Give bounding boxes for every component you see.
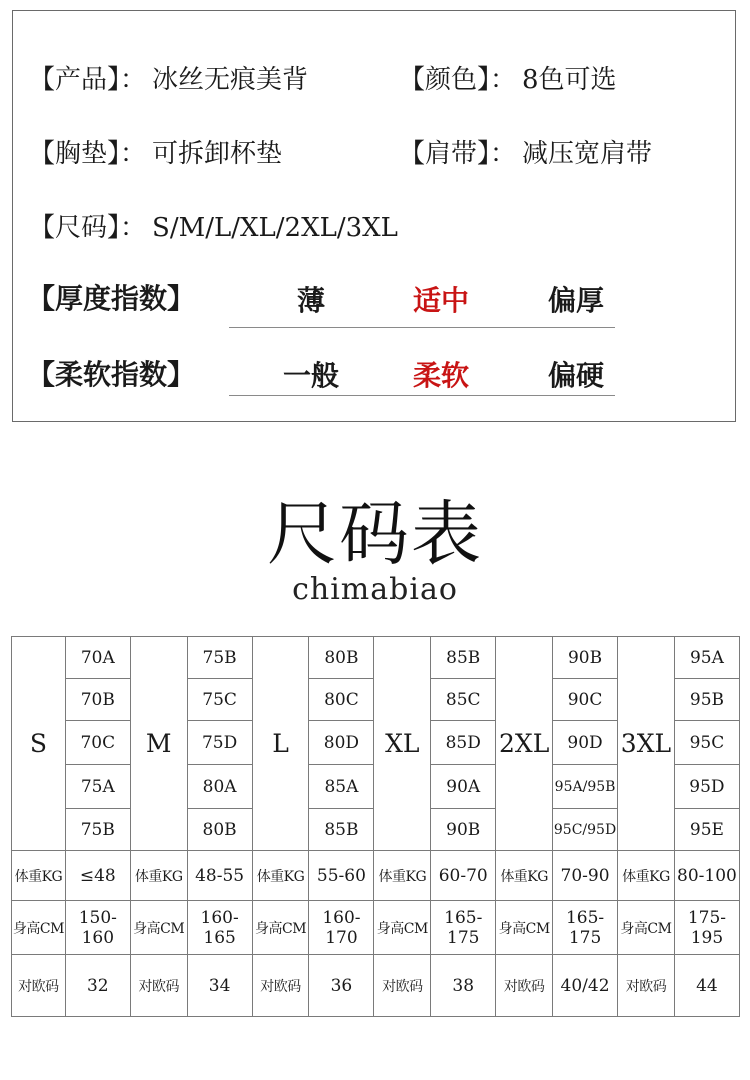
cup-cell: 80C: [309, 679, 374, 721]
height-label-cell: 身高CM: [252, 901, 309, 955]
eu-value-cell: 40/42: [553, 955, 618, 1017]
cup-cell: 80A: [187, 765, 252, 809]
size-label: 【尺码】：: [29, 213, 147, 243]
weight-label-cell: 体重KG: [252, 851, 309, 901]
cup-cell: 75D: [187, 721, 252, 765]
thickness-label: 【厚度指数】: [27, 282, 196, 315]
strap-value: 减压宽肩带: [522, 139, 653, 169]
color-value: 8色可选: [522, 65, 617, 95]
height-label-cell: 身高CM: [130, 901, 187, 955]
cup-cell: 75C: [187, 679, 252, 721]
size-row: [29, 207, 398, 244]
weight-label-cell: 体重KG: [12, 851, 66, 901]
cup-cell: 95A: [674, 637, 739, 679]
product-value: 冰丝无痕美背: [152, 65, 309, 95]
eu-value-cell: 38: [431, 955, 496, 1017]
height-label-cell: 身高CM: [374, 901, 431, 955]
weight-value-cell: ≤48: [65, 851, 130, 901]
cup-cell: 95A/95B: [553, 765, 618, 809]
cup-cell: 75B: [65, 809, 130, 851]
product-row: [29, 59, 308, 96]
cup-cell: 95C/95D: [553, 809, 618, 851]
weight-value-cell: 70-90: [553, 851, 618, 901]
size-name-cell: 3XL: [618, 637, 675, 851]
softness-divider: [229, 395, 615, 396]
thickness-option-thin: 薄: [296, 284, 325, 317]
weight-value-cell: 60-70: [431, 851, 496, 901]
cup-cell: 80B: [187, 809, 252, 851]
height-row: [12, 901, 740, 955]
page-title: 尺码表: [267, 493, 483, 575]
cup-cell: 85B: [309, 809, 374, 851]
cup-cell: 90B: [431, 809, 496, 851]
weight-value-cell: 55-60: [309, 851, 374, 901]
weight-label-cell: 体重KG: [618, 851, 675, 901]
thickness-divider: [229, 327, 615, 328]
height-value-cell: 150-160: [65, 901, 130, 955]
size-name-cell: M: [130, 637, 187, 851]
cup-cell: 85C: [431, 679, 496, 721]
cup-cell: 80B: [309, 637, 374, 679]
eu-size-row: [12, 955, 740, 1017]
cup-cell: 85A: [309, 765, 374, 809]
height-value-cell: 165-175: [553, 901, 618, 955]
size-name-cell: L: [252, 637, 309, 851]
height-label-cell: 身高CM: [618, 901, 675, 955]
cup-cell: 75A: [65, 765, 130, 809]
weight-row: [12, 851, 740, 901]
height-value-cell: 175-195: [674, 901, 739, 955]
softness-option-normal: 一般: [282, 359, 339, 392]
eu-label-cell: 对欧码: [252, 955, 309, 1017]
color-label: 【颜色】：: [399, 65, 517, 95]
eu-value-cell: 32: [65, 955, 130, 1017]
height-value-cell: 165-175: [431, 901, 496, 955]
page-subtitle: chimabiao: [292, 572, 458, 607]
cup-cell: 95B: [674, 679, 739, 721]
eu-value-cell: 34: [187, 955, 252, 1017]
cup-cell: 80D: [309, 721, 374, 765]
cup-cell: 90C: [553, 679, 618, 721]
cup-cell: 95C: [674, 721, 739, 765]
height-value-cell: 160-165: [187, 901, 252, 955]
cup-cell: 95D: [674, 765, 739, 809]
weight-label-cell: 体重KG: [496, 851, 553, 901]
pad-label: 【胸垫】：: [29, 139, 147, 169]
eu-label-cell: 对欧码: [12, 955, 66, 1017]
strap-label: 【肩带】：: [399, 139, 517, 169]
cup-cell: 95E: [674, 809, 739, 851]
thickness-option-medium: 适中: [412, 284, 469, 317]
eu-label-cell: 对欧码: [496, 955, 553, 1017]
eu-label-cell: 对欧码: [618, 955, 675, 1017]
height-value-cell: 160-170: [309, 901, 374, 955]
size-chart-table: [11, 636, 740, 1017]
weight-label-cell: 体重KG: [130, 851, 187, 901]
cup-cell: 90B: [553, 637, 618, 679]
softness-option-firm: 偏硬: [547, 359, 604, 392]
softness-option-soft: 柔软: [412, 359, 469, 392]
cup-cell: 90A: [431, 765, 496, 809]
height-label-cell: 身高CM: [496, 901, 553, 955]
product-info-box: [12, 10, 736, 422]
eu-label-cell: 对欧码: [374, 955, 431, 1017]
size-value: S/M/L/XL/2XL/3XL: [152, 213, 398, 243]
cup-cell: 70C: [65, 721, 130, 765]
cup-cell: 75B: [187, 637, 252, 679]
size-name-cell: 2XL: [496, 637, 553, 851]
cup-cell: 85B: [431, 637, 496, 679]
pad-row: [29, 133, 282, 170]
weight-value-cell: 80-100: [674, 851, 739, 901]
cup-cell: 85D: [431, 721, 496, 765]
product-label: 【产品】：: [29, 65, 147, 95]
eu-label-cell: 对欧码: [130, 955, 187, 1017]
softness-label: 【柔软指数】: [27, 358, 196, 391]
size-name-cell: XL: [374, 637, 431, 851]
cup-cell: 70B: [65, 679, 130, 721]
size-name-cell: S: [12, 637, 66, 851]
eu-value-cell: 36: [309, 955, 374, 1017]
weight-value-cell: 48-55: [187, 851, 252, 901]
cup-cell: 70A: [65, 637, 130, 679]
weight-label-cell: 体重KG: [374, 851, 431, 901]
strap-row: [399, 133, 652, 170]
height-label-cell: 身高CM: [12, 901, 66, 955]
thickness-option-thick: 偏厚: [547, 284, 604, 317]
color-row: [399, 59, 617, 96]
pad-value: 可拆卸杯垫: [152, 139, 283, 169]
cup-cell: 90D: [553, 721, 618, 765]
eu-value-cell: 44: [674, 955, 739, 1017]
table-row: [12, 637, 740, 679]
